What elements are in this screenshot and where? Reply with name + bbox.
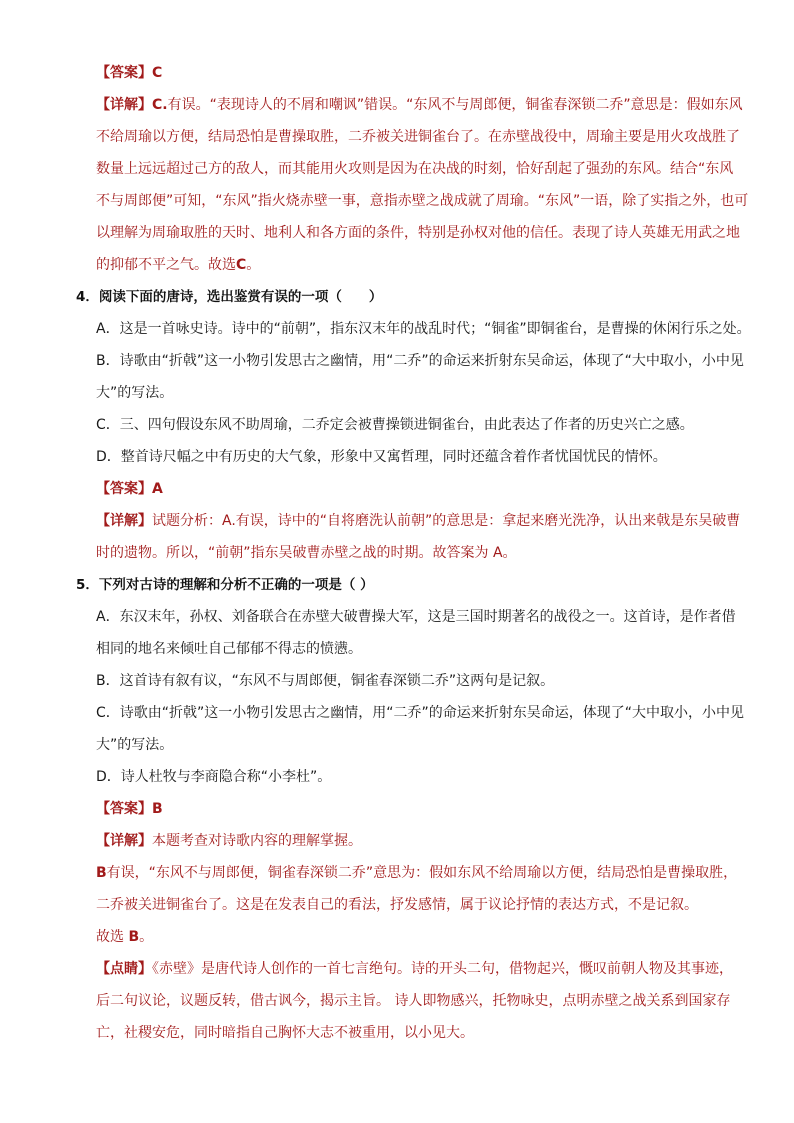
q5-comment-line-2: 后二句议论，议题反转，借古讽今，揭示主旨。 诗人即物感兴，托物咏史，点明赤壁之战关系到国家存 [96,993,731,1009]
conclusion-prefix: 故选 [96,929,129,945]
q5-comment-line-1 [96,959,733,979]
q4-option-c: C．三、四句假设东风不助周瑜，二乔定会被曹操锁进铜雀台，由此表达了作者的历史兴亡之感。 [96,417,694,433]
q5-option-d: D．诗人杜牧与李商隐合称“小李杜”。 [96,769,332,785]
question-4-stem: 4．阅读下面的唐诗，选出鉴赏有误的一项（ ） [76,289,383,305]
answer-label: 【答案】 [96,801,152,817]
q4-option-b-cont: 大”的写法。 [96,385,174,401]
detail-lead: C. [152,97,168,113]
q4-detail-line-2: 时的遗物。所以，“前朝”指东吴破曹赤壁之战的时期。故答案为 A。 [96,545,517,561]
analysis-text: 有误，“东风不与周郎便，铜雀春深锁二乔”意思为：假如东风不给周瑜以方便，结局恐怕是曹操取胜， [106,865,738,881]
answer-value: A [152,481,163,497]
answer-line-1 [96,63,162,83]
answer-label: 【答案】 [96,65,152,81]
q5-analysis-line-2: 二乔被关进铜雀台了。这是在发表自己的看法，抒发感情，属于议论抒情的表达方式，不是记叙。 [96,897,698,913]
detail-text: 试题分析：A.有误，诗中的“自将磨洗认前朝”的意思是：拿起来磨光洗净，认出来戟是东吴破曹 [152,513,741,529]
q4-option-d: D．整首诗尺幅之中有历史的大气象，形象中又寓哲理，同时还蕴含着作者忧国忧民的情怀。 [96,449,667,465]
analysis-lead: B [96,865,107,881]
detail-tail: C [236,257,247,273]
q5-comment-line-3: 亡，社稷安危，同时暗指自己胸怀大志不被重用，以小见大。 [96,1025,474,1041]
q4-option-b: B．诗歌由“折戟”这一小物引发思古之幽情，用“二乔”的命运来折射东吴命运，体现了“大中取小，小中见 [96,353,744,369]
comment-label: 【点睛】 [96,961,152,977]
detail-label: 【详解】 [96,97,152,113]
detail-line-4: 不与周郎便”可知，“东风”指火烧赤壁一事，意指赤壁之战成就了周瑜。“东风”一语，除了实指之外，也可 [96,193,749,209]
answer-value: B [152,801,163,817]
q5-detail-line [96,831,362,851]
detail-label: 【详解】 [96,513,152,529]
q5-answer-line [96,799,163,819]
comment-text: 《赤壁》是唐代诗人创作的一首七言绝句。诗的开头二句，借物起兴，慨叹前朝人物及其事迹， [152,961,733,977]
detail-text: 本题考查对诗歌内容的理解掌握。 [152,833,362,849]
detail-line-3: 数量上远远超过己方的敌人，而其能用火攻则是因为在决战的时刻，恰好刮起了强劲的东风。结合“东风 [96,161,734,177]
q5-option-a-cont: 相同的地名来倾吐自己郁郁不得志的愤懑。 [96,641,362,657]
conclusion-end: 。 [139,929,154,945]
detail-end: 。 [246,257,261,273]
q5-option-c-cont: 大”的写法。 [96,737,174,753]
conclusion-value: B [128,929,140,945]
q5-analysis-line-1 [96,863,737,883]
detail-line-2: 不给周瑜以方便，结局恐怕是曹操取胜，二乔被关进铜雀台了。在赤壁战役中，周瑜主要是用火攻战胜了 [96,129,740,145]
detail-label: 【详解】 [96,833,152,849]
q5-conclusion-line [96,927,153,947]
answer-value: C [152,65,163,81]
detail-line-6 [96,255,260,275]
question-5-stem: 5．下列对古诗的理解和分析不正确的一项是（ ） [76,577,374,593]
detail-text: 有误。“表现诗人的不屑和嘲讽”错误。“东风不与周郎便，铜雀春深锁二乔”意思是：假如东风 [167,97,743,113]
q5-option-a: A．东汉末年，孙权、刘备联合在赤壁大破曹操大军，这是三国时期著名的战役之一。这首诗，是作者借 [96,609,736,625]
detail-line-5: 以理解为周瑜取胜的天时、地利人和各方面的条件，特别是孙权对他的信任。表现了诗人英雄无用武之地 [96,225,740,241]
q4-option-a: A．这是一首咏史诗。诗中的“前朝”，指东汉末年的战乱时代；“铜雀”即铜雀台，是曹操的休闲行乐之处。 [96,321,751,337]
q4-detail-line-1 [96,511,740,531]
detail-line-1 [96,95,743,115]
detail-text: 的抑郁不平之气。故选 [96,257,236,273]
q4-answer-line [96,479,163,499]
q5-option-b: B．这首诗有叙有议，“东风不与周郎便，铜雀春深锁二乔”这两句是记叙。 [96,673,555,689]
answer-label: 【答案】 [96,481,152,497]
q5-option-c: C．诗歌由“折戟”这一小物引发思古之幽情，用“二乔”的命运来折射东吴命运，体现了“大中取小，小中见 [96,705,745,721]
